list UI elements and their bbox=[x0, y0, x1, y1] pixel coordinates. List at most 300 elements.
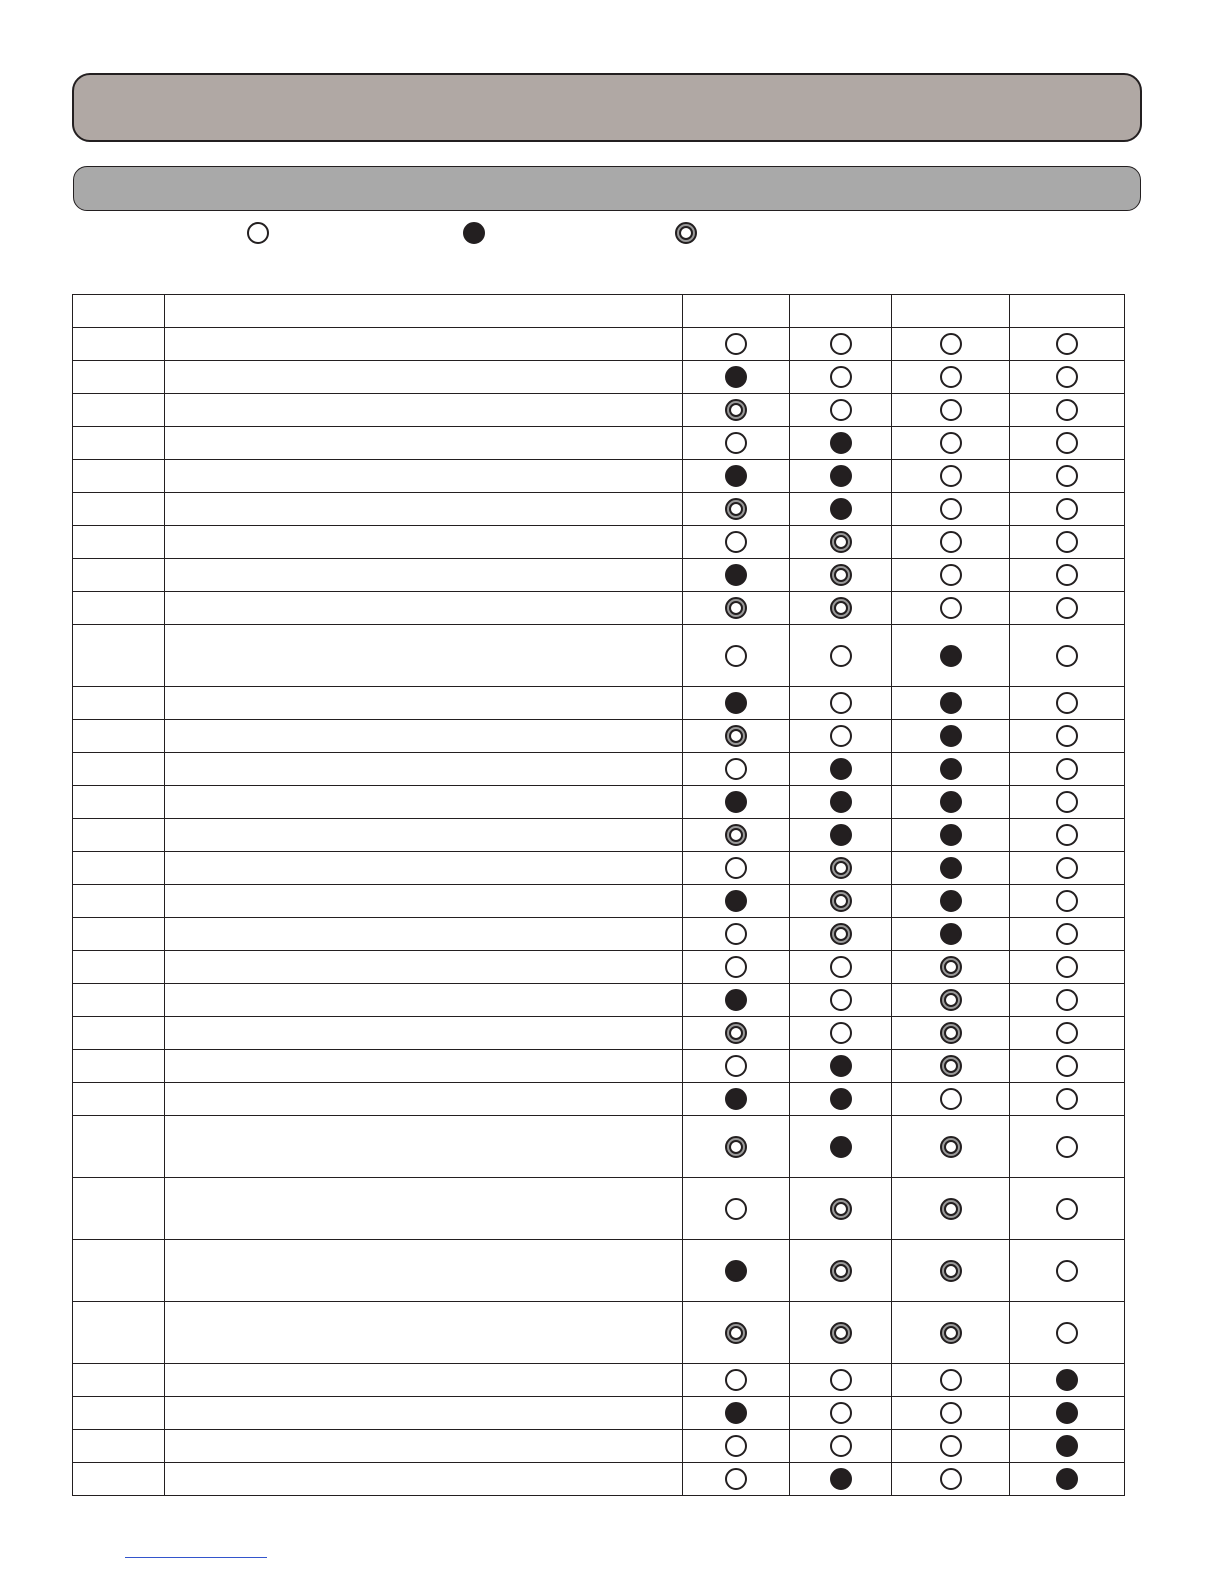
led-cell bbox=[1010, 918, 1125, 951]
row-description-cell bbox=[165, 592, 683, 625]
led-cell bbox=[683, 1463, 790, 1496]
row-id-cell bbox=[73, 1240, 165, 1302]
led-cell bbox=[683, 1083, 790, 1116]
row-description-cell bbox=[165, 1302, 683, 1364]
led-cell bbox=[1010, 1302, 1125, 1364]
table-row bbox=[73, 753, 1125, 786]
led-cell bbox=[1010, 1050, 1125, 1083]
led-cell bbox=[790, 1463, 892, 1496]
led-flash-icon bbox=[725, 725, 747, 747]
led-cell bbox=[683, 918, 790, 951]
table-row bbox=[73, 885, 1125, 918]
led-cell bbox=[683, 592, 790, 625]
led-cell bbox=[892, 852, 1010, 885]
led-on-icon bbox=[1056, 1369, 1078, 1391]
row-description-cell bbox=[165, 1050, 683, 1083]
row-description-cell bbox=[165, 1017, 683, 1050]
led-cell bbox=[1010, 1017, 1125, 1050]
led-cell bbox=[1010, 687, 1125, 720]
row-id-cell bbox=[73, 852, 165, 885]
led-cell bbox=[1010, 625, 1125, 687]
table-row bbox=[73, 1116, 1125, 1178]
led-flash-icon bbox=[830, 564, 852, 586]
legend-off bbox=[247, 222, 269, 244]
row-description-cell bbox=[165, 951, 683, 984]
led-cell bbox=[1010, 720, 1125, 753]
led-cell bbox=[892, 559, 1010, 592]
led-off-icon bbox=[940, 597, 962, 619]
row-id-cell bbox=[73, 427, 165, 460]
led-cell bbox=[790, 1178, 892, 1240]
header-cell bbox=[73, 295, 165, 328]
led-cell bbox=[790, 1364, 892, 1397]
row-id-cell bbox=[73, 951, 165, 984]
led-on-icon bbox=[463, 222, 485, 244]
led-cell bbox=[683, 1017, 790, 1050]
row-id-cell bbox=[73, 1050, 165, 1083]
row-description-cell bbox=[165, 687, 683, 720]
led-off-icon bbox=[940, 531, 962, 553]
row-id-cell bbox=[73, 1302, 165, 1364]
table-row bbox=[73, 427, 1125, 460]
led-cell bbox=[683, 687, 790, 720]
led-on-icon bbox=[830, 1468, 852, 1490]
led-off-icon bbox=[725, 857, 747, 879]
row-id-cell bbox=[73, 394, 165, 427]
led-off-icon bbox=[1056, 333, 1078, 355]
led-on-icon bbox=[1056, 1402, 1078, 1424]
led-cell bbox=[1010, 460, 1125, 493]
led-off-icon bbox=[725, 1055, 747, 1077]
led-off-icon bbox=[725, 1369, 747, 1391]
indicator-table bbox=[72, 294, 1125, 1496]
table-row bbox=[73, 361, 1125, 394]
led-cell bbox=[1010, 361, 1125, 394]
led-cell bbox=[892, 1083, 1010, 1116]
led-off-icon bbox=[830, 956, 852, 978]
led-cell bbox=[1010, 427, 1125, 460]
row-id-cell bbox=[73, 720, 165, 753]
led-cell bbox=[790, 1397, 892, 1430]
row-description-cell bbox=[165, 394, 683, 427]
row-description-cell bbox=[165, 1463, 683, 1496]
row-description-cell bbox=[165, 885, 683, 918]
row-description-cell bbox=[165, 526, 683, 559]
led-cell bbox=[683, 1240, 790, 1302]
led-on-icon bbox=[830, 432, 852, 454]
table-row bbox=[73, 1240, 1125, 1302]
led-off-icon bbox=[1056, 1022, 1078, 1044]
led-off-icon bbox=[830, 366, 852, 388]
led-cell bbox=[790, 361, 892, 394]
row-description-cell bbox=[165, 1397, 683, 1430]
led-cell bbox=[790, 625, 892, 687]
led-cell bbox=[892, 1240, 1010, 1302]
led-off-icon bbox=[1056, 1088, 1078, 1110]
table-row bbox=[73, 493, 1125, 526]
led-cell bbox=[790, 753, 892, 786]
led-cell bbox=[1010, 1178, 1125, 1240]
led-cell bbox=[892, 951, 1010, 984]
led-cell bbox=[892, 687, 1010, 720]
led-on-icon bbox=[940, 890, 962, 912]
row-description-cell bbox=[165, 1083, 683, 1116]
led-cell bbox=[683, 361, 790, 394]
table-row bbox=[73, 328, 1125, 361]
row-description-cell bbox=[165, 1116, 683, 1178]
led-cell bbox=[1010, 819, 1125, 852]
table-row bbox=[73, 1463, 1125, 1496]
led-on-icon bbox=[725, 791, 747, 813]
led-off-icon bbox=[1056, 1260, 1078, 1282]
led-flash-icon bbox=[725, 1136, 747, 1158]
led-on-icon bbox=[1056, 1468, 1078, 1490]
led-flash-icon bbox=[830, 857, 852, 879]
led-cell bbox=[892, 1178, 1010, 1240]
led-off-icon bbox=[830, 645, 852, 667]
led-off-icon bbox=[830, 1369, 852, 1391]
led-cell bbox=[683, 559, 790, 592]
row-id-cell bbox=[73, 1397, 165, 1430]
led-cell bbox=[683, 493, 790, 526]
row-description-cell bbox=[165, 720, 683, 753]
table-row bbox=[73, 984, 1125, 1017]
led-cell bbox=[892, 1116, 1010, 1178]
row-id-cell bbox=[73, 1017, 165, 1050]
led-on-icon bbox=[725, 1402, 747, 1424]
led-cell bbox=[892, 592, 1010, 625]
legend-on bbox=[463, 222, 485, 244]
led-cell bbox=[683, 427, 790, 460]
led-off-icon bbox=[1056, 923, 1078, 945]
led-on-icon bbox=[725, 1260, 747, 1282]
led-cell bbox=[1010, 493, 1125, 526]
row-id-cell bbox=[73, 1463, 165, 1496]
led-off-icon bbox=[830, 333, 852, 355]
table-row bbox=[73, 951, 1125, 984]
row-id-cell bbox=[73, 687, 165, 720]
led-cell bbox=[790, 394, 892, 427]
row-description-cell bbox=[165, 625, 683, 687]
row-id-cell bbox=[73, 460, 165, 493]
led-flash-icon bbox=[940, 1198, 962, 1220]
led-on-icon bbox=[830, 465, 852, 487]
row-id-cell bbox=[73, 1083, 165, 1116]
table-row bbox=[73, 625, 1125, 687]
table-row bbox=[73, 394, 1125, 427]
led-cell bbox=[1010, 1430, 1125, 1463]
led-off-icon bbox=[940, 1435, 962, 1457]
led-cell bbox=[683, 328, 790, 361]
row-description-cell bbox=[165, 493, 683, 526]
led-off-icon bbox=[725, 923, 747, 945]
led-cell bbox=[1010, 328, 1125, 361]
row-description-cell bbox=[165, 918, 683, 951]
led-cell bbox=[683, 526, 790, 559]
row-description-cell bbox=[165, 460, 683, 493]
led-cell bbox=[790, 687, 892, 720]
led-off-icon bbox=[940, 432, 962, 454]
led-cell bbox=[790, 819, 892, 852]
led-cell bbox=[683, 1397, 790, 1430]
table-row bbox=[73, 1397, 1125, 1430]
led-cell bbox=[683, 1364, 790, 1397]
led-flash-icon bbox=[725, 399, 747, 421]
led-on-icon bbox=[1056, 1435, 1078, 1457]
led-off-icon bbox=[830, 692, 852, 714]
header-cell bbox=[683, 295, 790, 328]
title-banner bbox=[72, 73, 1142, 142]
led-cell bbox=[683, 951, 790, 984]
row-description-cell bbox=[165, 852, 683, 885]
led-off-icon bbox=[725, 1468, 747, 1490]
led-cell bbox=[683, 984, 790, 1017]
table-row bbox=[73, 1430, 1125, 1463]
led-cell bbox=[1010, 1240, 1125, 1302]
table-row bbox=[73, 1302, 1125, 1364]
header-cell bbox=[892, 295, 1010, 328]
led-cell bbox=[1010, 526, 1125, 559]
led-cell bbox=[683, 1302, 790, 1364]
header-cell bbox=[790, 295, 892, 328]
row-id-cell bbox=[73, 592, 165, 625]
led-cell bbox=[683, 460, 790, 493]
row-description-cell bbox=[165, 753, 683, 786]
led-off-icon bbox=[1056, 758, 1078, 780]
led-cell bbox=[892, 493, 1010, 526]
led-off-icon bbox=[725, 1198, 747, 1220]
led-off-icon bbox=[830, 989, 852, 1011]
led-off-icon bbox=[1056, 989, 1078, 1011]
led-cell bbox=[790, 1302, 892, 1364]
led-cell bbox=[790, 720, 892, 753]
header-cell bbox=[165, 295, 683, 328]
led-on-icon bbox=[725, 564, 747, 586]
led-cell bbox=[1010, 1364, 1125, 1397]
led-cell bbox=[892, 720, 1010, 753]
led-off-icon bbox=[1056, 531, 1078, 553]
row-description-cell bbox=[165, 819, 683, 852]
led-off-icon bbox=[940, 465, 962, 487]
led-flash-icon bbox=[830, 1260, 852, 1282]
led-off-icon bbox=[940, 1402, 962, 1424]
led-on-icon bbox=[830, 1136, 852, 1158]
led-cell bbox=[790, 852, 892, 885]
led-off-icon bbox=[830, 399, 852, 421]
led-cell bbox=[790, 1116, 892, 1178]
led-on-icon bbox=[940, 824, 962, 846]
led-on-icon bbox=[940, 692, 962, 714]
led-off-icon bbox=[1056, 399, 1078, 421]
led-cell bbox=[892, 460, 1010, 493]
header-cell bbox=[1010, 295, 1125, 328]
row-description-cell bbox=[165, 361, 683, 394]
led-off-icon bbox=[940, 1369, 962, 1391]
led-flash-icon bbox=[830, 597, 852, 619]
row-id-cell bbox=[73, 493, 165, 526]
led-flash-icon bbox=[940, 1022, 962, 1044]
led-on-icon bbox=[830, 1055, 852, 1077]
row-id-cell bbox=[73, 1178, 165, 1240]
led-flash-icon bbox=[725, 824, 747, 846]
section-banner bbox=[73, 166, 1141, 211]
led-off-icon bbox=[247, 222, 269, 244]
row-description-cell bbox=[165, 328, 683, 361]
led-off-icon bbox=[830, 725, 852, 747]
led-flash-icon bbox=[940, 989, 962, 1011]
row-id-cell bbox=[73, 361, 165, 394]
row-id-cell bbox=[73, 819, 165, 852]
led-cell bbox=[683, 625, 790, 687]
led-on-icon bbox=[940, 791, 962, 813]
led-cell bbox=[683, 1178, 790, 1240]
table-row bbox=[73, 819, 1125, 852]
led-cell bbox=[892, 1430, 1010, 1463]
led-off-icon bbox=[940, 564, 962, 586]
led-off-icon bbox=[1056, 465, 1078, 487]
led-cell bbox=[790, 1240, 892, 1302]
led-off-icon bbox=[1056, 366, 1078, 388]
led-on-icon bbox=[940, 645, 962, 667]
led-off-icon bbox=[1056, 498, 1078, 520]
led-off-icon bbox=[1056, 564, 1078, 586]
led-on-icon bbox=[830, 1088, 852, 1110]
led-cell bbox=[892, 1364, 1010, 1397]
row-description-cell bbox=[165, 427, 683, 460]
led-on-icon bbox=[940, 758, 962, 780]
led-on-icon bbox=[725, 366, 747, 388]
table-row bbox=[73, 526, 1125, 559]
led-off-icon bbox=[725, 432, 747, 454]
led-off-icon bbox=[1056, 1055, 1078, 1077]
led-flash-icon bbox=[940, 1260, 962, 1282]
led-cell bbox=[790, 918, 892, 951]
led-cell bbox=[1010, 1463, 1125, 1496]
row-id-cell bbox=[73, 753, 165, 786]
led-cell bbox=[1010, 394, 1125, 427]
led-flash-icon bbox=[725, 1022, 747, 1044]
led-off-icon bbox=[1056, 432, 1078, 454]
led-on-icon bbox=[725, 1088, 747, 1110]
led-cell bbox=[683, 1116, 790, 1178]
led-off-icon bbox=[940, 498, 962, 520]
led-cell bbox=[1010, 1397, 1125, 1430]
table-row bbox=[73, 720, 1125, 753]
row-description-cell bbox=[165, 559, 683, 592]
led-off-icon bbox=[1056, 824, 1078, 846]
led-flash-icon bbox=[940, 1055, 962, 1077]
led-off-icon bbox=[725, 956, 747, 978]
table-row bbox=[73, 1083, 1125, 1116]
led-on-icon bbox=[725, 692, 747, 714]
led-cell bbox=[892, 918, 1010, 951]
led-cell bbox=[892, 786, 1010, 819]
led-cell bbox=[892, 1463, 1010, 1496]
row-description-cell bbox=[165, 984, 683, 1017]
led-off-icon bbox=[1056, 857, 1078, 879]
table-row bbox=[73, 1178, 1125, 1240]
led-cell bbox=[683, 1430, 790, 1463]
led-cell bbox=[892, 1017, 1010, 1050]
led-off-icon bbox=[1056, 725, 1078, 747]
led-off-icon bbox=[725, 645, 747, 667]
footer-link-underline bbox=[125, 1557, 267, 1558]
led-cell bbox=[892, 526, 1010, 559]
led-off-icon bbox=[940, 399, 962, 421]
row-id-cell bbox=[73, 625, 165, 687]
row-description-cell bbox=[165, 1240, 683, 1302]
led-cell bbox=[683, 394, 790, 427]
legend-flash bbox=[675, 222, 697, 244]
table-row bbox=[73, 852, 1125, 885]
led-cell bbox=[790, 460, 892, 493]
led-on-icon bbox=[725, 989, 747, 1011]
led-cell bbox=[892, 427, 1010, 460]
led-cell bbox=[892, 361, 1010, 394]
led-cell bbox=[790, 526, 892, 559]
led-cell bbox=[790, 1083, 892, 1116]
led-cell bbox=[790, 559, 892, 592]
led-off-icon bbox=[830, 1402, 852, 1424]
table-row bbox=[73, 687, 1125, 720]
led-cell bbox=[790, 786, 892, 819]
led-flash-icon bbox=[830, 531, 852, 553]
row-description-cell bbox=[165, 1178, 683, 1240]
led-cell bbox=[892, 819, 1010, 852]
led-off-icon bbox=[1056, 890, 1078, 912]
led-cell bbox=[892, 1302, 1010, 1364]
led-cell bbox=[1010, 559, 1125, 592]
led-flash-icon bbox=[725, 1322, 747, 1344]
table-row bbox=[73, 786, 1125, 819]
led-cell bbox=[790, 984, 892, 1017]
led-off-icon bbox=[1056, 791, 1078, 813]
led-cell bbox=[892, 753, 1010, 786]
led-off-icon bbox=[1056, 597, 1078, 619]
led-cell bbox=[892, 328, 1010, 361]
led-cell bbox=[1010, 984, 1125, 1017]
led-cell bbox=[1010, 1116, 1125, 1178]
led-on-icon bbox=[940, 725, 962, 747]
led-cell bbox=[892, 1050, 1010, 1083]
led-cell bbox=[683, 720, 790, 753]
led-cell bbox=[683, 852, 790, 885]
led-flash-icon bbox=[725, 498, 747, 520]
led-off-icon bbox=[830, 1435, 852, 1457]
led-off-icon bbox=[725, 758, 747, 780]
led-cell bbox=[790, 951, 892, 984]
led-off-icon bbox=[1056, 956, 1078, 978]
table-body bbox=[73, 328, 1125, 1496]
led-off-icon bbox=[940, 1468, 962, 1490]
led-off-icon bbox=[1056, 692, 1078, 714]
row-id-cell bbox=[73, 885, 165, 918]
led-on-icon bbox=[725, 465, 747, 487]
row-id-cell bbox=[73, 918, 165, 951]
led-off-icon bbox=[725, 333, 747, 355]
led-flash-icon bbox=[830, 923, 852, 945]
led-on-icon bbox=[830, 824, 852, 846]
row-id-cell bbox=[73, 328, 165, 361]
led-cell bbox=[892, 1397, 1010, 1430]
table-row bbox=[73, 1364, 1125, 1397]
led-cell bbox=[683, 819, 790, 852]
led-off-icon bbox=[1056, 1136, 1078, 1158]
row-id-cell bbox=[73, 526, 165, 559]
led-cell bbox=[790, 1430, 892, 1463]
led-on-icon bbox=[830, 758, 852, 780]
row-id-cell bbox=[73, 1430, 165, 1463]
